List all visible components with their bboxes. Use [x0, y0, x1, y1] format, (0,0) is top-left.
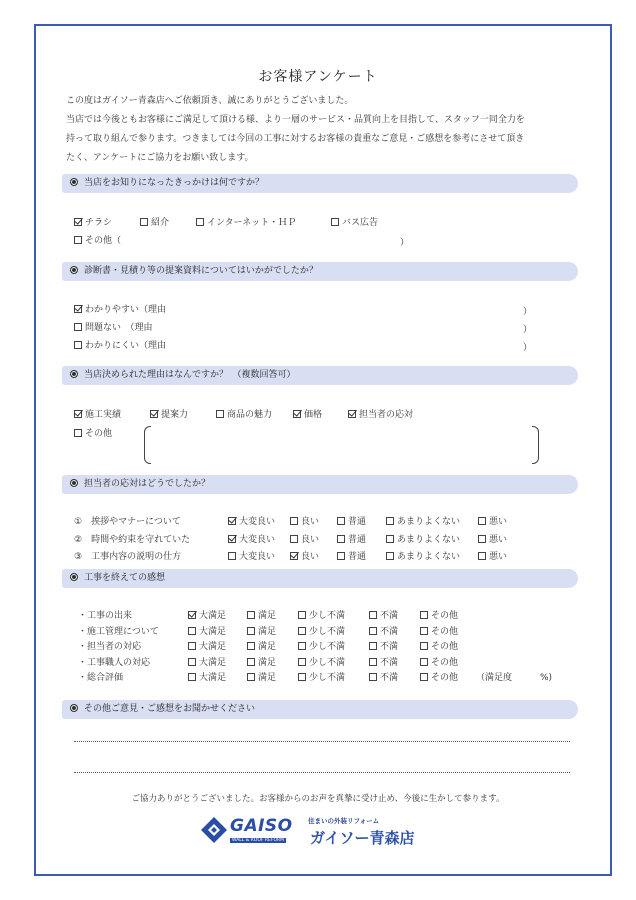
bullet-icon [70, 479, 78, 487]
checkbox[interactable] [420, 611, 428, 619]
q4-rating-option[interactable]: 普通 [337, 534, 366, 546]
checkbox[interactable] [386, 535, 394, 543]
q5-rating-option[interactable]: 大満足 [188, 610, 226, 622]
logo-brand-sub: WALL & ROOF REFORM [232, 838, 285, 843]
q5-rating-option[interactable]: その他 [420, 610, 458, 622]
thanks-message: ご協力ありがとうございました。お客様からのお声を真摯に受け止め、今後に生かして参ります。 [131, 794, 505, 804]
checkbox[interactable] [216, 410, 224, 418]
q4-rating-option[interactable]: 良い [290, 516, 319, 528]
checkbox[interactable] [369, 611, 377, 619]
checkbox[interactable] [247, 627, 255, 635]
q4-heading: 担当者の応対はどうでしたか？ [62, 475, 578, 494]
checkbox[interactable] [369, 673, 377, 681]
checkbox[interactable] [298, 673, 306, 681]
checkbox[interactable] [298, 658, 306, 666]
checkbox[interactable] [74, 236, 82, 244]
q4-rating-option[interactable]: 大変良い [228, 534, 275, 546]
q3-option-proposal[interactable]: 提案力 [150, 409, 188, 421]
checkbox[interactable] [298, 642, 306, 650]
comment-line[interactable] [74, 772, 570, 773]
q3-option-price[interactable]: 価格 [293, 409, 322, 421]
q5-rating-option[interactable]: 不満 [369, 610, 398, 622]
checkbox[interactable] [188, 611, 196, 619]
q5-rating-option[interactable]: 大満足 [188, 672, 226, 684]
checkbox[interactable] [478, 552, 486, 560]
q5-rating-option[interactable]: 少し不満 [298, 610, 345, 622]
checkbox[interactable] [420, 642, 428, 650]
q5-rating-option[interactable]: 大満足 [188, 641, 226, 653]
checkbox[interactable] [337, 517, 345, 525]
checkbox[interactable] [386, 552, 394, 560]
bullet-icon [70, 178, 78, 186]
checkbox[interactable] [420, 627, 428, 635]
q5-rating-option[interactable]: 満足 [247, 626, 276, 638]
q4-rating-option[interactable]: 大変良い [228, 551, 275, 563]
q4-rating-option[interactable]: 普通 [337, 551, 366, 563]
checkbox[interactable] [140, 218, 148, 226]
q5-rating-option[interactable]: その他 [420, 657, 458, 669]
q4-row-label: ③ 工事内容の説明の仕方 [74, 552, 182, 562]
q4-rating-option[interactable]: あまりよくない [386, 534, 460, 546]
checkbox[interactable] [348, 410, 356, 418]
q2-close: ） [523, 307, 533, 317]
q3-other-close-bracket [532, 426, 539, 464]
checkbox[interactable] [228, 535, 236, 543]
q5-row-label: ・施工管理について [78, 627, 159, 637]
checkbox[interactable] [196, 218, 204, 226]
bullet-icon [70, 266, 78, 274]
checkbox[interactable] [386, 517, 394, 525]
intro-line: たく、アンケートにご協力をお願い致します。 [66, 153, 254, 163]
q2-option-unclear[interactable]: わかりにくい（理由 [74, 340, 166, 352]
checkbox[interactable] [188, 642, 196, 650]
q1-other-close: ） [400, 238, 410, 248]
q5-rating-option[interactable]: 満足 [247, 641, 276, 653]
checkbox[interactable] [150, 410, 158, 418]
checkbox[interactable] [74, 429, 82, 437]
checkbox[interactable] [337, 552, 345, 560]
q5-rating-option[interactable]: 大満足 [188, 657, 226, 669]
q5-rating-option[interactable]: 大満足 [188, 626, 226, 638]
q3-option-other[interactable]: その他 [74, 428, 112, 440]
q4-rating-option[interactable]: あまりよくない [386, 516, 460, 528]
intro-line: 持って取り組んで参ります。つきましては今回の工事に対するお客様の貴重なご意見・ご感想を参考にさせて頂き [66, 134, 525, 144]
q5-rating-option[interactable]: 少し不満 [298, 672, 345, 684]
q5-rating-option[interactable]: 不満 [369, 626, 398, 638]
q3-option-product[interactable]: 商品の魅力 [216, 409, 272, 421]
intro-line: この度はガイソー青森店へご依頼頂き、誠にありがとうございました。 [66, 96, 354, 106]
checkbox[interactable] [369, 642, 377, 650]
q1-option-bus-ad[interactable]: バス広告 [331, 217, 378, 229]
checkbox[interactable] [420, 673, 428, 681]
checkbox[interactable] [74, 341, 82, 349]
q5-rating-option[interactable]: 少し不満 [298, 657, 345, 669]
checkbox[interactable] [188, 658, 196, 666]
q1-option-flyer[interactable]: チラシ [74, 217, 112, 229]
checkbox[interactable] [247, 611, 255, 619]
checkbox[interactable] [478, 517, 486, 525]
checkbox[interactable] [298, 627, 306, 635]
checkbox[interactable] [188, 673, 196, 681]
checkbox[interactable] [290, 552, 298, 560]
checkbox[interactable] [247, 658, 255, 666]
company-logo [200, 814, 440, 850]
checkbox[interactable] [478, 535, 486, 543]
checkbox[interactable] [420, 658, 428, 666]
comment-line[interactable] [74, 741, 570, 742]
page-title: お客様アンケート [258, 69, 378, 85]
bullet-icon [70, 370, 78, 378]
q5-heading: 工事を終えての感想 [62, 569, 578, 588]
q3-other-open-bracket [144, 426, 151, 464]
q5-rating-option[interactable]: 少し不満 [298, 626, 345, 638]
q1-option-internet[interactable]: インターネット・ＨＰ [196, 217, 296, 229]
q5-rating-option[interactable]: 満足 [247, 672, 276, 684]
q3-option-staff[interactable]: 担当者の応対 [348, 409, 413, 421]
bullet-icon [70, 704, 78, 712]
q5-row-label: ・工事の出来 [78, 611, 133, 621]
checkbox[interactable] [247, 673, 255, 681]
q1-heading: 当店をお知りになったきっかけは何ですか？ [62, 174, 578, 193]
q5-rating-option[interactable]: その他 [420, 641, 458, 653]
logo-tagline: 住まいの外装リフォーム [308, 817, 380, 825]
q5-rating-option[interactable]: 不満 [369, 657, 398, 669]
checkbox[interactable] [228, 552, 236, 560]
logo-brand: GAISO [230, 816, 293, 836]
q4-rating-option[interactable]: あまりよくない [386, 551, 460, 563]
q2-heading: 診断書・見積り等の提案資料についてはいかがでしたか？ [62, 262, 578, 281]
intro-line: 当店では今後ともお客様にご満足して頂ける様、より一層のサービス・品質向上を目指して、スタッフ一同全力を [66, 115, 525, 125]
q5-row-label: ・総合評価 [78, 673, 124, 683]
q5-rating-option[interactable]: 満足 [247, 610, 276, 622]
intro-text [66, 92, 586, 168]
bullet-icon [70, 573, 78, 581]
checkbox[interactable] [298, 611, 306, 619]
q5-row-label: ・担当者の対応 [78, 642, 142, 652]
checkbox[interactable] [188, 627, 196, 635]
q4-rating-option[interactable]: 良い [290, 534, 319, 546]
q4-row-label: ② 時間や約束を守れていた [74, 535, 191, 545]
q2-option-ok[interactable]: 問題ない （理由 [74, 322, 153, 334]
gaiso-emblem-icon [200, 816, 228, 846]
q4-rating-option[interactable]: 悪い [478, 551, 507, 563]
checkbox[interactable] [293, 410, 301, 418]
satisfaction-unit: %) [540, 673, 553, 683]
q6-heading: その他ご意見・ご感想をお聞かせください [62, 700, 578, 719]
q4-rating-option[interactable]: 大変良い [228, 516, 275, 528]
q4-rating-option[interactable]: 普通 [337, 516, 366, 528]
q5-rating-option[interactable]: その他 [420, 626, 458, 638]
q4-rating-option[interactable]: 悪い [478, 516, 507, 528]
q5-rating-option[interactable]: 少し不満 [298, 641, 345, 653]
q5-row-label: ・工事職人の対応 [78, 658, 151, 668]
checkbox[interactable] [228, 517, 236, 525]
q2-close: ） [523, 343, 533, 353]
checkbox[interactable] [331, 218, 339, 226]
checkbox[interactable] [74, 323, 82, 331]
q5-rating-option[interactable]: その他 [420, 672, 458, 684]
q2-option-clear[interactable]: わかりやすい（理由 [74, 304, 166, 316]
q5-rating-option[interactable]: 不満 [369, 641, 398, 653]
q5-rating-option[interactable]: 満足 [247, 657, 276, 669]
checkbox[interactable] [369, 658, 377, 666]
q1-option-referral[interactable]: 紹介 [140, 217, 169, 229]
checkbox[interactable] [74, 410, 82, 418]
q2-close: ） [523, 325, 533, 335]
q3-option-track-record[interactable]: 施工実績 [74, 409, 121, 421]
logo-shop-name: ガイソー青森店 [310, 829, 415, 847]
checkbox[interactable] [74, 305, 82, 313]
q4-rating-option[interactable]: 良い [290, 551, 319, 563]
checkbox[interactable] [74, 218, 82, 226]
q3-heading: 当店決められた理由はなんですか？ （複数回答可） [62, 366, 578, 385]
checkbox[interactable] [369, 627, 377, 635]
satisfaction-label: （満足度 [476, 673, 513, 683]
checkbox[interactable] [290, 517, 298, 525]
q4-row-label: ① 挨拶やマナーについて [74, 517, 181, 527]
checkbox[interactable] [337, 535, 345, 543]
q1-option-other[interactable]: その他（ [74, 235, 121, 247]
q4-rating-option[interactable]: 悪い [478, 534, 507, 546]
checkbox[interactable] [247, 642, 255, 650]
q5-rating-option[interactable]: 不満 [369, 672, 398, 684]
checkbox[interactable] [290, 535, 298, 543]
